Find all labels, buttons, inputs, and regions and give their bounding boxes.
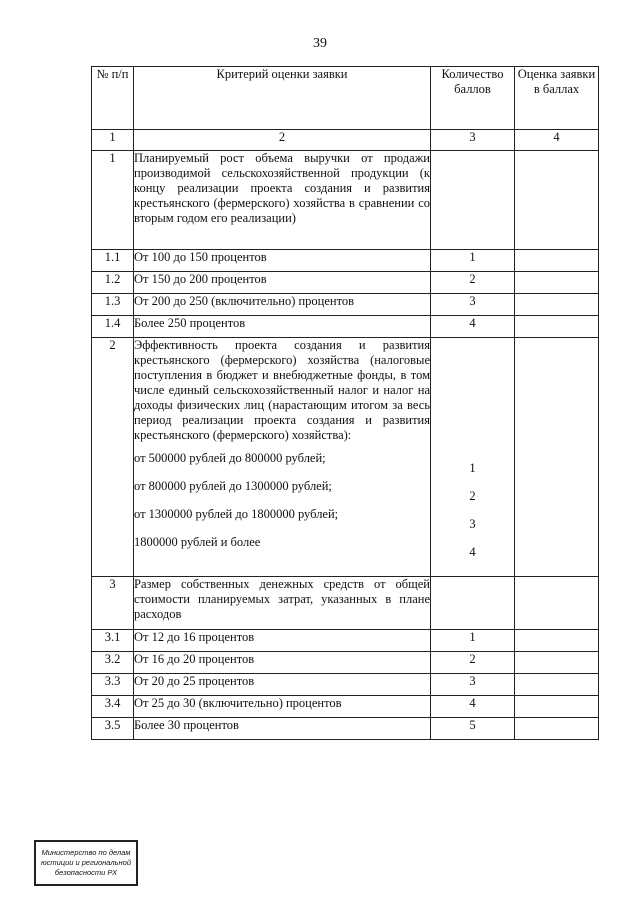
option-points: 4 [469,545,476,559]
header-criterion: Критерий оценки заявки [134,67,431,130]
points-cell: 3 [431,294,515,316]
criterion-text: Более 250 процентов [134,316,431,338]
row-number: 3 [92,577,134,630]
criterion-text: От 20 до 25 процентов [134,674,431,696]
row-number: 3.5 [92,718,134,740]
criterion-cell [134,338,431,577]
criterion-text: От 150 до 200 процентов [134,272,431,294]
row-number: 1.2 [92,272,134,294]
row-number: 3.2 [92,652,134,674]
table-row [92,577,599,630]
row-number: 3.4 [92,696,134,718]
table-row [92,718,599,740]
row-number: 2 [92,338,134,577]
criteria-table [91,66,599,740]
score-cell [515,718,599,740]
score-cell [515,294,599,316]
points-cell: 1 [431,250,515,272]
points-cell [431,151,515,250]
row-number: 1.3 [92,294,134,316]
criterion-text: От 100 до 150 процентов [134,250,431,272]
option-text: 1800000 рублей и более [134,535,261,549]
option-points: 2 [469,489,476,503]
points-cell: 2 [431,272,515,294]
points-cell: 2 [431,652,515,674]
option-text: от 800000 рублей до 1300000 рублей; [134,479,332,493]
row-number: 1.4 [92,316,134,338]
option-points: 3 [469,517,476,531]
points-cell: 4 [431,316,515,338]
table-row [92,151,599,250]
index-cell: 2 [134,130,431,151]
page-number: 39 [313,36,327,51]
index-cell: 4 [515,130,599,151]
index-cell: 1 [92,130,134,151]
table-row [92,250,599,272]
table-row [92,272,599,294]
criterion-text: Планируемый рост объема выручки от продажи производимой сельскохозяйственной продукции (к концу реализации проекта создания и развития крестьянского (фермерского) хозяйства в сравнении со вторым годом его реализации) [134,151,431,250]
row-number: 3.1 [92,630,134,652]
score-cell [515,272,599,294]
header-score: Оценка заявки в баллах [515,67,599,130]
table-row [92,696,599,718]
option-points: 1 [469,461,476,475]
header-points: Количество баллов [431,67,515,130]
score-cell [515,250,599,272]
table-row [92,338,599,577]
row-number: 3.3 [92,674,134,696]
criterion-text: От 12 до 16 процентов [134,630,431,652]
option-text: от 500000 рублей до 800000 рублей; [134,451,326,465]
table-header-row [92,67,599,130]
score-cell [515,696,599,718]
score-cell [515,652,599,674]
points-cell: 3 [431,674,515,696]
table-row [92,316,599,338]
score-cell [515,316,599,338]
index-cell: 3 [431,130,515,151]
score-cell [515,151,599,250]
header-number: № п/п [92,67,134,130]
row-number: 1 [92,151,134,250]
criterion-text: От 200 до 250 (включительно) процентов [134,294,431,316]
score-cell [515,674,599,696]
row-number: 1.1 [92,250,134,272]
criterion-options [134,451,430,563]
score-cell [515,630,599,652]
option-text: от 1300000 рублей до 1800000 рублей; [134,507,339,521]
table-row [92,674,599,696]
criterion-text: Размер собственных денежных средств от общей стоимости планируемых затрат, указанных в плане расходов [134,577,431,630]
table-row [92,294,599,316]
criterion-text: От 16 до 20 процентов [134,652,431,674]
points-cell [431,577,515,630]
points-cell: 5 [431,718,515,740]
score-cell [515,338,599,577]
points-cell [431,338,515,577]
table-row [92,652,599,674]
index-row [92,130,599,151]
criterion-text: Эффективность проекта создания и развития крестьянского (фермерского) хозяйства (налоговые поступления в бюджет и внебюджетные фонды, в том числе единый сельскохозяйственный налог и налог на доходы физических лиц (нарастающим итогом за весь период реализации проекта создания и развития крестьянского (фермерского) хозяйства): [134,338,430,442]
table-row [92,630,599,652]
criterion-text: Более 30 процентов [134,718,431,740]
score-cell [515,577,599,630]
ministry-stamp: Министерство по делам юстиции и региональной безопасности РХ [34,840,138,886]
criterion-text: От 25 до 30 (включительно) процентов [134,696,431,718]
points-cell: 1 [431,630,515,652]
points-cell: 4 [431,696,515,718]
